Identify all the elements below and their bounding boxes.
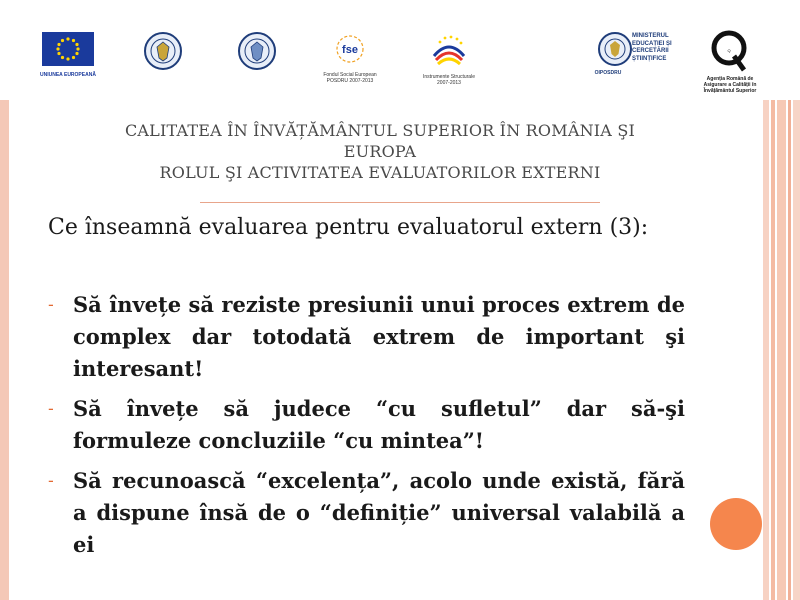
aracis-mark: Q [727, 48, 731, 53]
men-name: MINISTERUL EDUCAȚIEI ȘI CERCETĂRII ȘTIINȚIFICE [632, 33, 672, 62]
title-divider [200, 202, 600, 203]
aracis-q-logo [708, 28, 750, 76]
bullet-marker-icon: - [48, 399, 54, 418]
list-item [48, 289, 685, 385]
slide-title [60, 120, 700, 183]
men-seal-icon [598, 32, 632, 66]
left-decorative-strip [0, 100, 9, 600]
title-line-2: EUROPA [343, 142, 417, 161]
bullet-list [48, 289, 685, 561]
slide-body [48, 212, 685, 569]
men-caption: OIPOSDRU [594, 70, 622, 76]
bullet-text: Să învețe să reziste presiunii unui proces extrem de complex dar totodată extrem de important şi interesant! [73, 292, 685, 381]
title-line-3: ROLUL ŞI ACTIVITATEA EVALUATORILOR EXTERNI [159, 163, 601, 182]
aracis-caption: Agenția Română de Asigurare a Calității în Învățământul Superior [703, 76, 757, 94]
fse-caption: Fondul Social European POSDRU 2007-2013 [323, 72, 377, 84]
eu-caption: UNIUNEA EUROPEANĂ [40, 72, 96, 78]
decorative-circle [710, 498, 762, 550]
list-item [48, 465, 685, 561]
structural-instruments-caption: Instrumente Structurale 2007-2013 [423, 74, 475, 86]
fse-logo [332, 34, 368, 64]
bullet-marker-icon: - [48, 295, 54, 314]
bullet-text: Să recunoască “excelența”, acolo unde există, fără a dispune însă de o “definiție” universal valabilă a ei [73, 468, 685, 557]
right-decorative-strips [763, 100, 800, 600]
structural-instruments-logo [428, 32, 470, 68]
bullet-marker-icon: - [48, 471, 54, 490]
intro-text: Ce înseamnă evaluarea pentru evaluatorul extern (3): [48, 215, 649, 240]
romania-coat-of-arms-icon [144, 32, 182, 70]
title-line-1: CALITATEA ÎN ÎNVĂȚĂMÂNTUL SUPERIOR ÎN ROMÂNIA ŞI [124, 121, 636, 140]
bullet-text: Să învețe să judece “cu sufletul” dar să-şi formuleze concluziile “cu mintea”! [73, 396, 685, 453]
logo-bar [0, 0, 800, 100]
fse-mark: fse [342, 44, 358, 56]
ministry-seal-icon [238, 32, 276, 70]
list-item [48, 393, 685, 457]
eu-flag-icon [42, 32, 94, 66]
